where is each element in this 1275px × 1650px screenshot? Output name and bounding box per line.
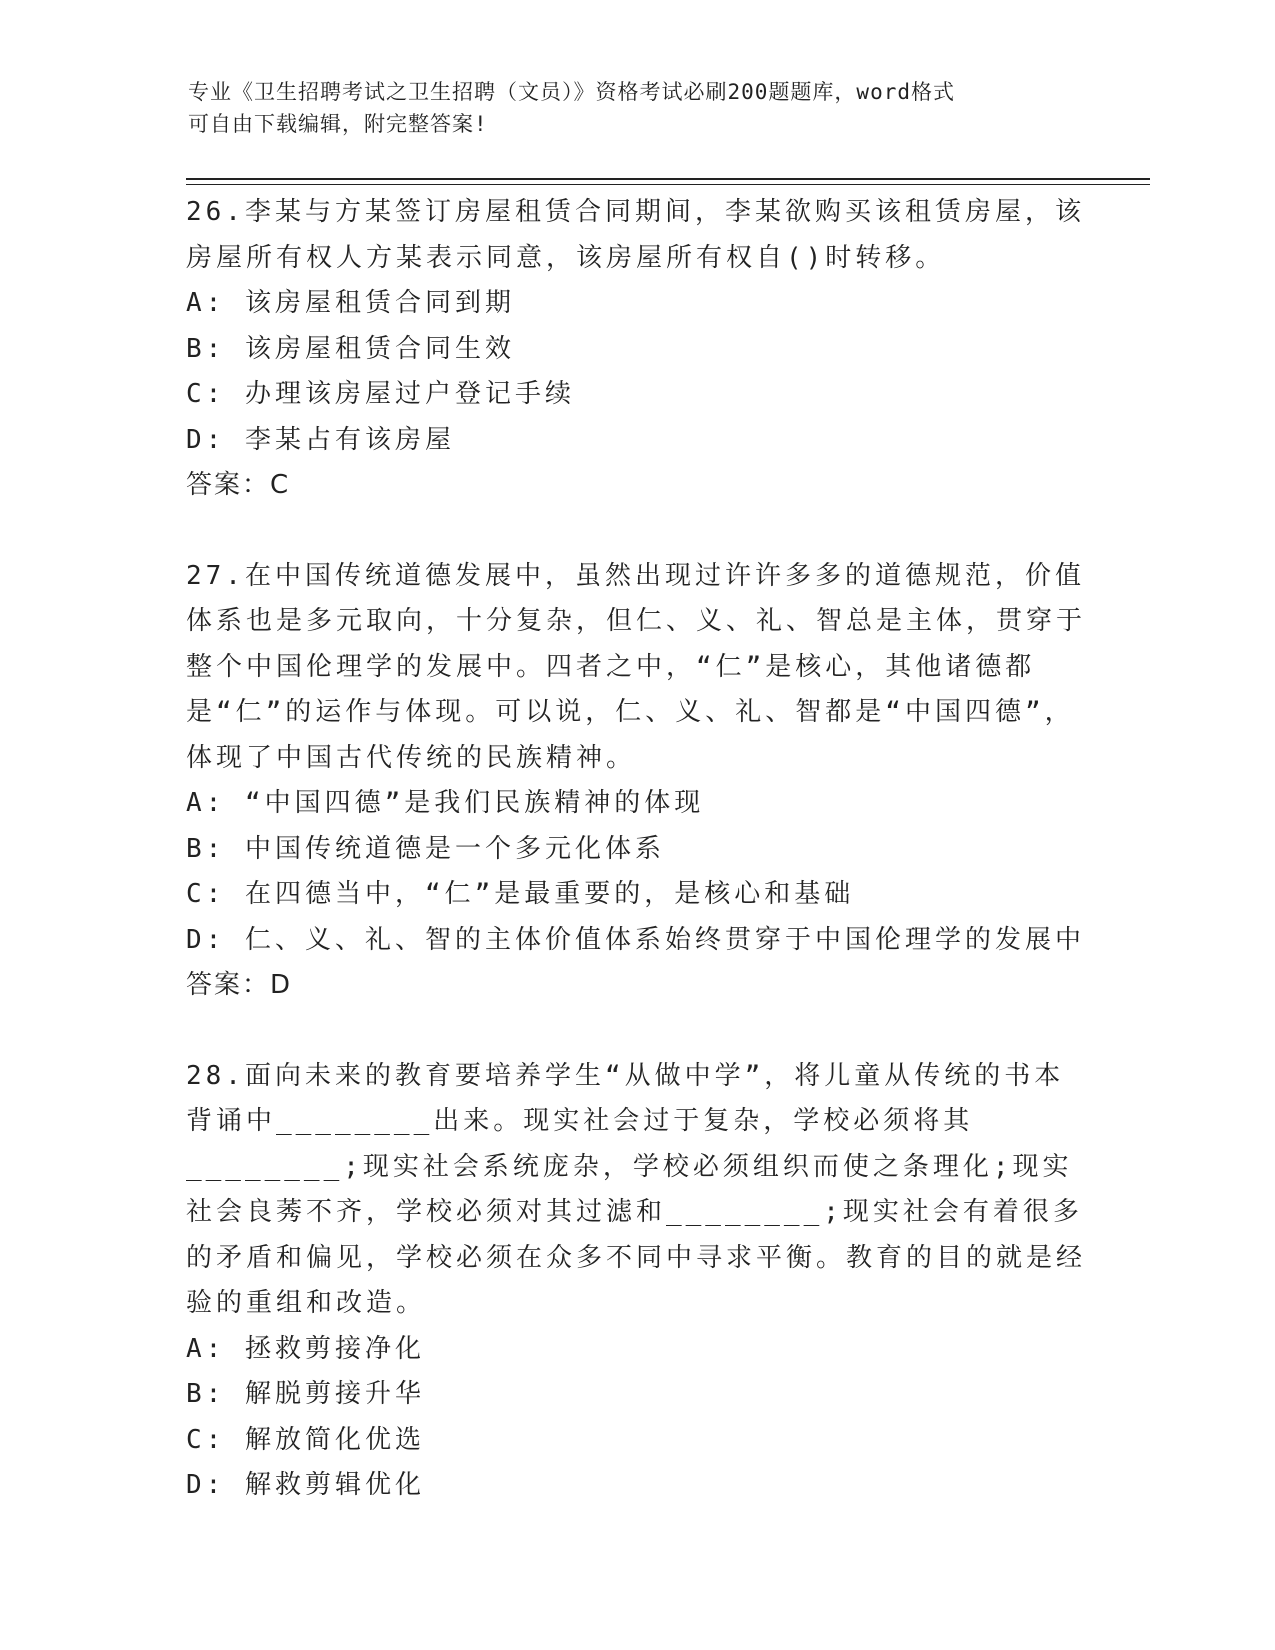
header-line-2: 可自由下载编辑，附完整答案! bbox=[188, 112, 488, 136]
question-text: 26.李某与方某签订房屋租赁合同期间，李某欲购买该租赁房屋，该房屋所有权人方某表示同意，该房屋所有权自()时转移。 bbox=[186, 197, 1085, 273]
question-list bbox=[186, 190, 1086, 1554]
question-28 bbox=[186, 1054, 1086, 1509]
option-b: B: 中国传统道德是一个多元化体系 bbox=[186, 833, 665, 864]
option-b: B: 该房屋租赁合同生效 bbox=[186, 333, 515, 364]
option-d: D: 李某占有该房屋 bbox=[186, 424, 455, 455]
answer-label: 答案：C bbox=[186, 470, 291, 500]
option-c: C: 在四德当中，“仁”是最重要的，是核心和基础 bbox=[186, 879, 855, 909]
header-rule-thick bbox=[186, 178, 1150, 180]
option-d: D: 仁、义、礼、智的主体价值体系始终贯穿于中国伦理学的发展中 bbox=[186, 924, 1085, 955]
option-d: D: 解救剪辑优化 bbox=[186, 1470, 425, 1500]
option-b: B: 解脱剪接升华 bbox=[186, 1379, 425, 1409]
header-rule-thin bbox=[186, 184, 1150, 185]
answer-label: 答案：D bbox=[186, 970, 293, 1000]
question-27 bbox=[186, 554, 1086, 1009]
question-26 bbox=[186, 190, 1086, 509]
option-a: A: “中国四德”是我们民族精神的体现 bbox=[186, 788, 705, 818]
option-c: C: 办理该房屋过户登记手续 bbox=[186, 379, 575, 409]
option-a: A: 该房屋租赁合同到期 bbox=[186, 288, 515, 318]
question-text: 27.在中国传统道德发展中，虽然出现过许许多多的道德规范，价值体系也是多元取向，十分复杂，但仁、义、礼、智总是主体，贯穿于整个中国伦理学的发展中。四者之中，“仁”是核心，其他诸德都是“仁”的运作与体现。可以说，仁、义、礼、智都是“中国四德”，体现了中国古代传统的民族精神。 bbox=[186, 560, 1087, 773]
document-header bbox=[188, 76, 1078, 140]
option-c: C: 解放简化优选 bbox=[186, 1424, 425, 1455]
question-text: 28.面向未来的教育要培养学生“从做中学”，将儿童从传统的书本背诵中________出来。现实社会过于复杂，学校必须将其________;现实社会系统庞杂，学校必须组织而使之条理化;现实社会良莠不齐，学校必须对其过滤和________;现实社会有着很多的矛盾和偏见，学校必须在众多不同中寻求平衡。教育的目的就是经验的重组和改造。 bbox=[186, 1060, 1087, 1318]
header-line-1: 专业《卫生招聘考试之卫生招聘（文员）》资格考试必刷200题题库，word格式 bbox=[188, 80, 955, 104]
option-a: A: 拯救剪接净化 bbox=[186, 1333, 425, 1364]
